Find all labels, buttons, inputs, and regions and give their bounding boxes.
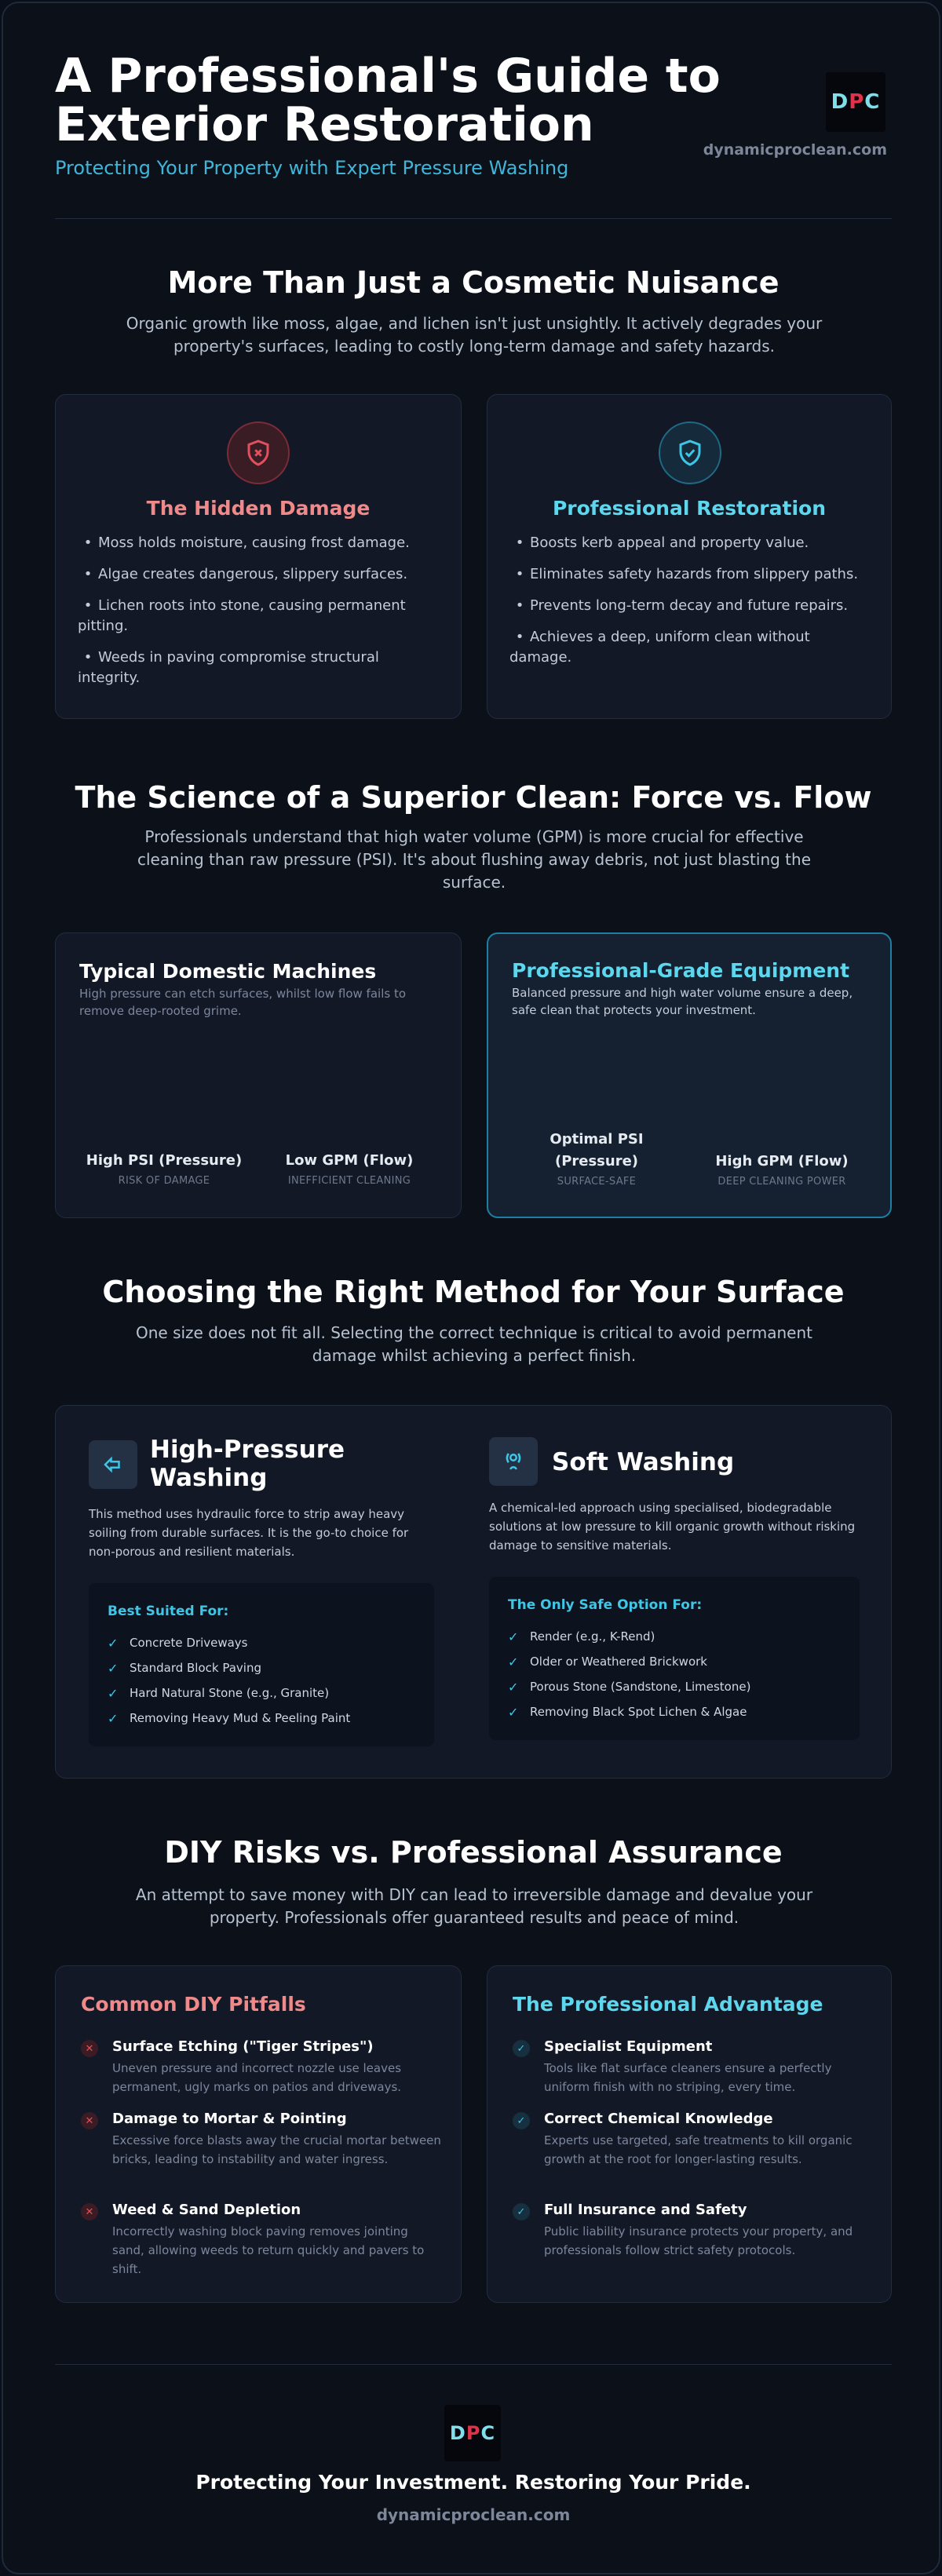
high-pressure-suited-box: [89, 1583, 434, 1746]
stat-high-psi: [78, 1150, 250, 1187]
pitfall-desc: Uneven pressure and incorrect nozzle use leaves permanent, ugly marks on patios and driveways.: [112, 2061, 402, 2094]
list-item: • Lichen roots into stone, causing permanent pitting.: [78, 596, 439, 637]
list-item-label: Concrete Driveways: [130, 1636, 248, 1650]
check-icon: ✓: [108, 1660, 119, 1676]
soft-washing-title: Soft Washing: [552, 1448, 735, 1476]
page-title: A Professional's Guide to Exterior Restoration: [55, 49, 721, 152]
soft-washing-text: A chemical-led approach using specialised, biodegradable solutions at low pressure to kill organic growth without risking damage to sensitive materials.: [489, 1501, 856, 1553]
advantage-desc: Public liability insurance protects your property, and professionals follow strict safety protocols.: [544, 2224, 853, 2257]
professional-advantage-title: The Professional Advantage: [513, 1993, 823, 2016]
professional-restoration-title: Professional Restoration: [552, 497, 826, 520]
check-shield-icon: [659, 421, 721, 484]
safe-option-list: [508, 1624, 750, 1724]
section-title-diy: DIY Risks vs. Professional Assurance: [164, 1835, 783, 1870]
professional-restoration-list: [509, 533, 869, 679]
section-text-method: One size does not fit all. Selecting the correct technique is critical to avoid permanent damage whilst achieving a perfect finish.: [135, 1323, 812, 1365]
list-item-label: Removing Black Spot Lichen & Algae: [530, 1705, 747, 1719]
advantage-desc: Tools like flat surface cleaners ensure a perfectly uniform finish with no striping, every time.: [544, 2061, 832, 2094]
hidden-damage-list: [78, 533, 439, 699]
list-item: • Boosts kerb appeal and property value.: [509, 533, 869, 553]
list-item: • Weeds in paving compromise structural integrity.: [78, 648, 439, 688]
advantage-desc: Experts use targeted, safe treatments to kill organic growth at the root for longer-lasting results.: [544, 2133, 853, 2166]
cross-icon: ✕: [81, 2040, 98, 2057]
stat-desc: INEFFICIENT CLEANING: [287, 1175, 411, 1187]
professional-restoration-card: [487, 394, 892, 719]
suited-list: [108, 1630, 350, 1731]
cross-icon: ✕: [81, 2112, 98, 2129]
advantage-title: Correct Chemical Knowledge: [544, 2111, 773, 2127]
divider: [55, 218, 892, 219]
list-item: • Algae creates dangerous, slippery surfaces.: [78, 564, 439, 585]
domestic-machines-title: Typical Domestic Machines: [79, 960, 377, 983]
stat-high-gpm: [696, 1151, 868, 1188]
pitfall-desc: Incorrectly washing block paving removes jointing sand, allowing weeds to return quickly and pavers to shift.: [112, 2224, 425, 2276]
section-text-diy: An attempt to save money with DIY can lead to irreversible damage and devalue your property. Professionals offer guaranteed results and peace of mind.: [135, 1885, 813, 1927]
suited-title: Best Suited For:: [108, 1604, 229, 1619]
pitfall-title: Surface Etching ("Tiger Stripes"): [112, 2038, 374, 2055]
domestic-machines-desc: High pressure can etch surfaces, whilst low flow fails to remove deep-rooted grime.: [79, 987, 407, 1018]
list-item: [108, 1680, 350, 1706]
list-item: [108, 1655, 350, 1680]
list-item-label: Standard Block Paving: [130, 1661, 261, 1675]
stat-desc: DEEP CLEANING POWER: [717, 1176, 846, 1188]
domestic-machines-card: [55, 932, 462, 1218]
list-item: • Prevents long-term decay and future repairs.: [509, 596, 869, 616]
footer-tagline: Protecting Your Investment. Restoring Your Pride.: [195, 2471, 751, 2494]
list-item-label: Porous Stone (Sandstone, Limestone): [530, 1680, 751, 1694]
high-pressure-title: High-Pressure Washing: [150, 1436, 345, 1492]
hidden-damage-title: The Hidden Damage: [146, 497, 371, 520]
check-icon: ✓: [508, 1629, 519, 1644]
stat-label: Low GPM (Flow): [285, 1152, 414, 1169]
header-url[interactable]: dynamicproclean.com: [703, 141, 887, 159]
check-icon: ✓: [508, 1704, 519, 1720]
safe-option-title: The Only Safe Option For:: [508, 1597, 703, 1613]
diy-pitfalls-card: [55, 1965, 462, 2303]
list-item: [508, 1649, 750, 1674]
page-subtitle: Protecting Your Property with Expert Pressure Washing: [55, 157, 569, 179]
pitfall-title: Weed & Sand Depletion: [112, 2202, 301, 2218]
list-item: • Achieves a deep, uniform clean without damage.: [509, 627, 869, 668]
professional-equipment-desc: Balanced pressure and high water volume ensure a deep, safe clean that protects your investment.: [512, 986, 853, 1017]
list-item-label: Render (e.g., K-Rend): [530, 1629, 655, 1644]
footer-divider: [55, 2364, 892, 2365]
spray-bottle-icon: [489, 1437, 538, 1486]
section-text-science: Professionals understand that high water volume (GPM) is more crucial for effective cleaning than raw pressure (PSI). It's about flushing away debris, not just blasting the surface.: [137, 827, 812, 892]
stat-label: High GPM (Flow): [715, 1153, 849, 1169]
list-item: [508, 1674, 750, 1699]
section-title-cosmetic: More Than Just a Cosmetic Nuisance: [167, 265, 780, 300]
footer-url[interactable]: dynamicproclean.com: [376, 2505, 571, 2524]
section-title-method: Choosing the Right Method for Your Surface: [102, 1275, 845, 1309]
stat-low-gpm: [263, 1150, 436, 1187]
stat-desc: RISK OF DAMAGE: [118, 1175, 210, 1187]
list-item: [108, 1706, 350, 1731]
professional-equipment-card: [487, 932, 892, 1218]
list-item: [508, 1624, 750, 1649]
list-item: [508, 1699, 750, 1724]
pitfall-desc: Excessive force blasts away the crucial mortar between bricks, leading to instability and water ingress.: [112, 2133, 441, 2166]
soft-washing-safe-box: [489, 1577, 860, 1740]
hidden-damage-card: [55, 394, 462, 719]
list-item-label: Hard Natural Stone (e.g., Granite): [130, 1686, 330, 1700]
footer-logo: D P C: [444, 2405, 501, 2461]
section-text-cosmetic: Organic growth like moss, algae, and lichen isn't just unsightly. It actively degrades your property's surfaces, leading to costly long-term damage and safety hazards.: [126, 314, 823, 356]
cross-icon: ✕: [81, 2203, 98, 2220]
arrow-left-icon: [89, 1440, 137, 1489]
check-icon: ✓: [108, 1635, 119, 1651]
list-item-label: Older or Weathered Brickwork: [530, 1655, 707, 1669]
logo: D P C: [826, 72, 885, 132]
professional-equipment-title: Professional-Grade Equipment: [512, 959, 850, 982]
warning-shield-icon: [227, 421, 290, 484]
pitfall-title: Damage to Mortar & Pointing: [112, 2111, 347, 2127]
check-icon: ✓: [108, 1685, 119, 1701]
check-icon: ✓: [513, 2203, 530, 2220]
stat-desc: SURFACE-SAFE: [557, 1176, 637, 1188]
section-title-science: The Science of a Superior Clean: Force vs. Flow: [75, 780, 872, 815]
advantage-title: Full Insurance and Safety: [544, 2202, 747, 2218]
high-pressure-text: This method uses hydraulic force to strip away heavy soiling from durable surfaces. It is the go-to choice for non-porous and resilient materials.: [89, 1507, 409, 1559]
check-icon: ✓: [108, 1710, 119, 1726]
list-item-label: Removing Heavy Mud & Peeling Paint: [130, 1711, 351, 1725]
diy-pitfalls-title: Common DIY Pitfalls: [81, 1993, 306, 2016]
advantage-title: Specialist Equipment: [544, 2038, 713, 2055]
check-icon: ✓: [508, 1679, 519, 1695]
page-frame: [2, 2, 940, 2574]
methods-card: [55, 1405, 892, 1779]
list-item: • Moss holds moisture, causing frost damage.: [78, 533, 439, 553]
check-icon: ✓: [513, 2112, 530, 2129]
stat-label: High PSI (Pressure): [86, 1152, 243, 1169]
professional-advantage-card: [487, 1965, 892, 2303]
check-icon: ✓: [508, 1654, 519, 1669]
list-item: • Eliminates safety hazards from slippery paths.: [509, 564, 869, 585]
list-item: [108, 1630, 350, 1655]
stat-optimal-psi: [510, 1129, 683, 1188]
stat-label: Optimal PSI (Pressure): [550, 1131, 644, 1169]
check-icon: ✓: [513, 2040, 530, 2057]
